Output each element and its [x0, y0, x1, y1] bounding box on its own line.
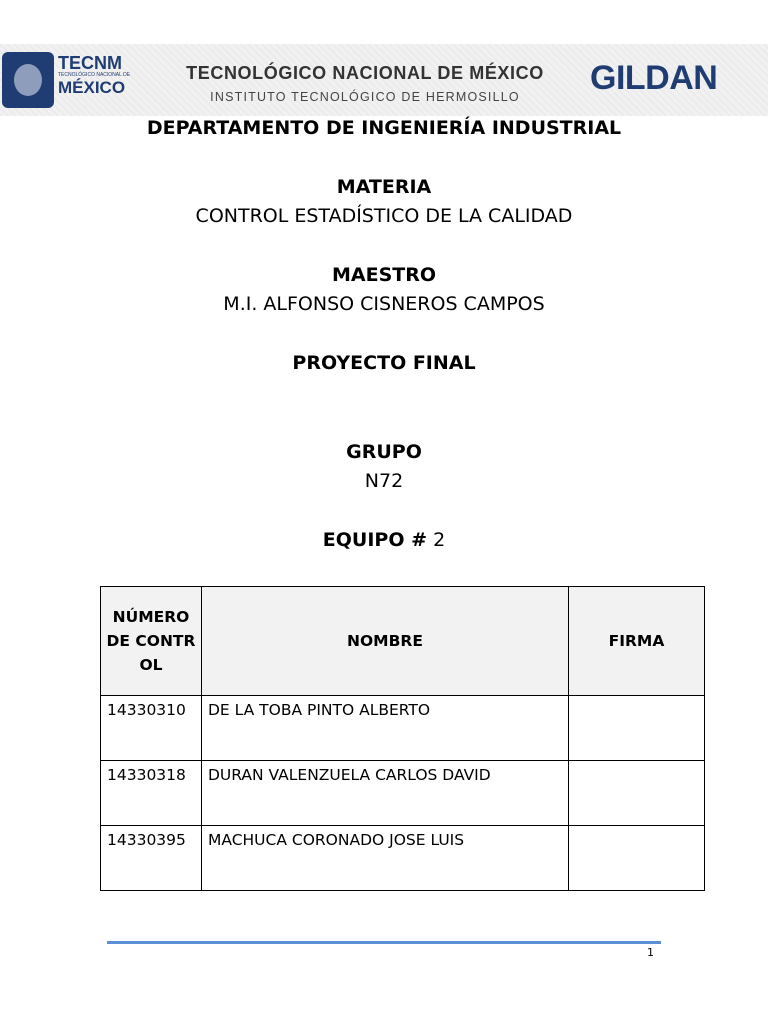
- equipo-value: 2: [433, 529, 446, 551]
- tecnm-wordmark: [58, 54, 132, 97]
- materia-label: MATERIA: [336, 176, 432, 198]
- header-name: NOMBRE: [202, 587, 569, 696]
- tecnm-subtitle: TECNOLÓGICO NACIONAL DE: [58, 72, 131, 78]
- header-control-number: NÚMERO DE CONTROL: [101, 587, 202, 696]
- grupo-value: N72: [364, 470, 404, 492]
- tecnm-logo: [2, 50, 132, 112]
- proyecto-title: PROYECTO FINAL: [292, 352, 476, 374]
- name-cell: DURAN VALENZUELA CARLOS DAVID: [202, 761, 569, 826]
- team-table: [100, 586, 705, 891]
- page-number: 1: [647, 946, 654, 959]
- institution-name: TECNOLÓGICO NACIONAL DE MÉXICO: [186, 63, 544, 83]
- tecnm-emblem-icon: [2, 52, 54, 108]
- maestro-label: MAESTRO: [331, 264, 437, 286]
- institute-name: INSTITUTO TECNOLÓGICO DE HERMOSILLO: [210, 90, 520, 104]
- table-header-row: [101, 587, 705, 696]
- tecnm-country: MÉXICO: [58, 78, 126, 97]
- materia-value: CONTROL ESTADÍSTICO DE LA CALIDAD: [195, 205, 573, 227]
- grupo-label: GRUPO: [346, 441, 422, 463]
- header-banner: [0, 44, 768, 116]
- tecnm-word: TECNM: [58, 53, 122, 73]
- signature-cell: [569, 761, 705, 826]
- header-signature: FIRMA: [569, 587, 705, 696]
- table-row: [101, 696, 705, 761]
- signature-cell: [569, 696, 705, 761]
- maestro-value: M.I. ALFONSO CISNEROS CAMPOS: [223, 293, 545, 315]
- gildan-logo: GILDAN: [590, 59, 718, 97]
- name-cell: MACHUCA CORONADO JOSE LUIS: [202, 826, 569, 891]
- name-cell: DE LA TOBA PINTO ALBERTO: [202, 696, 569, 761]
- control-number-cell: 14330310: [101, 696, 202, 761]
- department-title: DEPARTAMENTO DE INGENIERÍA INDUSTRIAL: [146, 117, 622, 139]
- signature-cell: [569, 826, 705, 891]
- control-number-cell: 14330395: [101, 826, 202, 891]
- equipo-line: [0, 528, 768, 552]
- table-row: [101, 761, 705, 826]
- equipo-label: EQUIPO #: [322, 529, 428, 551]
- footer-rule: [107, 941, 661, 944]
- control-number-cell: 14330318: [101, 761, 202, 826]
- table-row: [101, 826, 705, 891]
